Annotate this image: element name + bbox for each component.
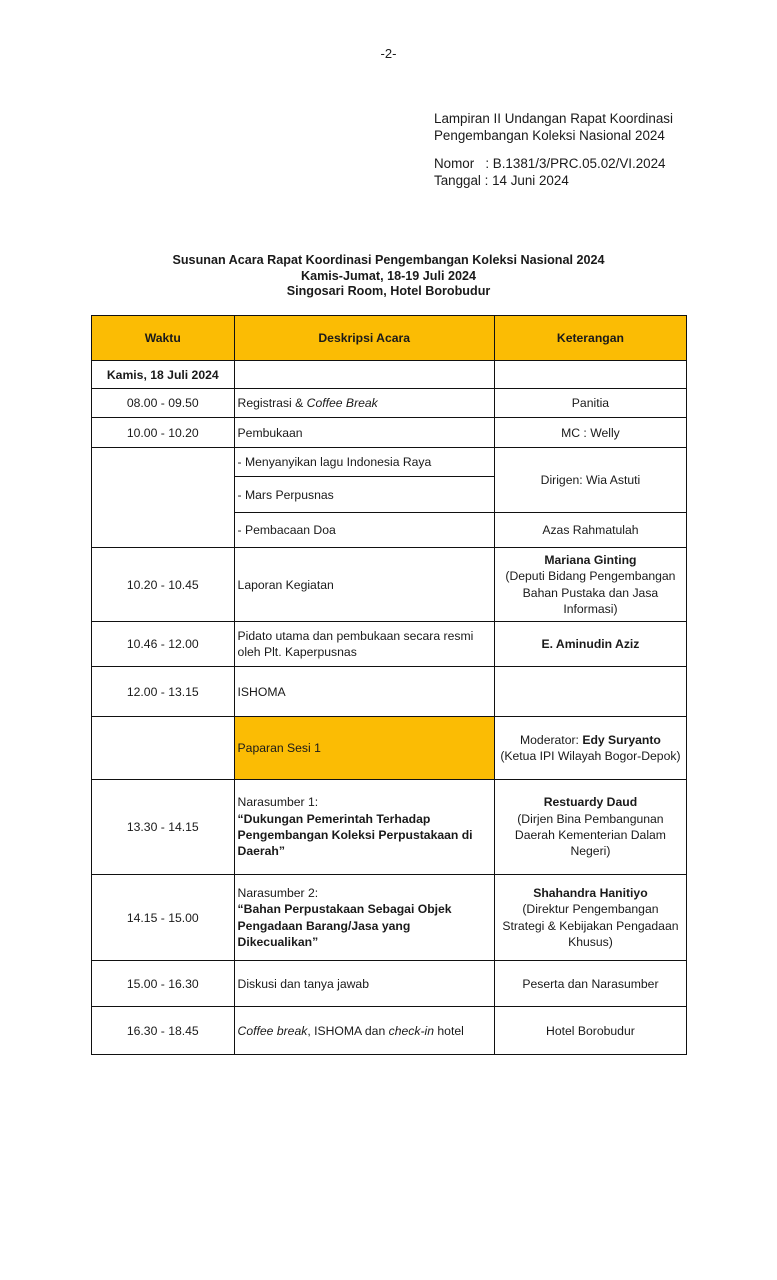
- empty-time-cell: [92, 717, 235, 780]
- attachment-line-2: Pengembangan Koleksi Nasional 2024: [434, 128, 665, 143]
- time-cell: 12.00 - 13.15: [92, 667, 235, 717]
- speaker-label: Narasumber 2:: [237, 885, 319, 900]
- moderator-line: [498, 732, 683, 748]
- table-row-day: [92, 361, 687, 389]
- speaker-role: (Dirjen Bina Pembangunan: [517, 811, 664, 826]
- speaker-role: Informasi): [563, 601, 618, 616]
- description-cell: - Mars Perpusnas: [234, 477, 494, 513]
- time-cell: 15.00 - 16.30: [92, 961, 235, 1007]
- speaker-role: (Deputi Bidang Pengembangan: [505, 569, 676, 584]
- table-header-row: [92, 316, 687, 361]
- note-cell: Hotel Borobudur: [494, 1007, 686, 1055]
- note-cell: Peserta dan Narasumber: [494, 961, 686, 1007]
- table-row: [92, 418, 687, 448]
- agenda-title: [0, 253, 777, 300]
- time-cell: 14.15 - 15.00: [92, 875, 235, 961]
- speaker-name: Restuardy Daud: [543, 795, 638, 810]
- title-line-3: Singosari Room, Hotel Borobudur: [286, 284, 491, 298]
- speaker-role: Strategi & Kebijakan Pengadaan: [502, 918, 679, 933]
- tanggal-value: 14 Juni 2024: [492, 173, 569, 188]
- topic-line: Dikecualikan”: [237, 934, 319, 949]
- speaker-role: Daerah Kementerian Dalam: [514, 828, 666, 842]
- nomor-row: [434, 155, 673, 172]
- speaker-name: Mariana Ginting: [544, 552, 637, 567]
- time-cell: 16.30 - 18.45: [92, 1007, 235, 1055]
- topic-line: Daerah”: [237, 844, 285, 859]
- description-cell: Pembukaan: [234, 418, 494, 448]
- moderator-name: Edy Suryanto: [582, 732, 661, 747]
- speaker-name: Shahandra Hanitiyo: [533, 885, 648, 900]
- agenda-table: [91, 315, 687, 1055]
- topic-line: Pengembangan Koleksi Perpustakaan di: [237, 828, 473, 842]
- desc-line: Pidato utama dan pembukaan secara resmi: [237, 628, 474, 643]
- table-row-session: [92, 717, 687, 780]
- header-keterangan: Keterangan: [494, 316, 686, 361]
- note-cell: MC : Welly: [494, 418, 686, 448]
- description-cell: [234, 1007, 494, 1055]
- moderator-label: Moderator:: [519, 732, 583, 747]
- attachment-reference: [434, 110, 673, 189]
- table-row: [92, 389, 687, 418]
- description-cell: - Pembacaan Doa: [234, 513, 494, 548]
- topic-line: “Dukungan Pemerintah Terhadap: [237, 811, 431, 826]
- nomor-label: Nomor :: [434, 156, 493, 171]
- table-row: [92, 622, 687, 667]
- session-cell: Paparan Sesi 1: [234, 717, 494, 780]
- time-cell: 10.00 - 10.20: [92, 418, 235, 448]
- time-cell: 10.20 - 10.45: [92, 548, 235, 622]
- description-cell: Laporan Kegiatan: [234, 548, 494, 622]
- day-label: Kamis, 18 Juli 2024: [92, 361, 235, 389]
- speaker-role: Khusus): [568, 934, 613, 949]
- empty-cell: [494, 667, 686, 717]
- table-row: [92, 780, 687, 875]
- header-waktu: Waktu: [92, 316, 235, 361]
- attachment-line-1: Lampiran II Undangan Rapat Koordinasi: [434, 111, 673, 126]
- description-cell: ISHOMA: [234, 667, 494, 717]
- desc-italic: Coffee Break: [306, 396, 378, 410]
- description-cell: [234, 389, 494, 418]
- desc-text: Registrasi &: [237, 396, 307, 410]
- description-cell: Diskusi dan tanya jawab: [234, 961, 494, 1007]
- table-row: [92, 448, 687, 477]
- note-cell: [494, 875, 686, 961]
- desc-italic: Coffee break: [237, 1023, 308, 1038]
- page-number: -2-: [380, 46, 397, 61]
- desc-text: hotel: [434, 1023, 464, 1038]
- speaker-role: Negeri): [570, 844, 611, 859]
- empty-time-cell: [92, 448, 235, 548]
- time-cell: 08.00 - 09.50: [92, 389, 235, 418]
- nomor-value: B.1381/3/PRC.05.02/VI.2024: [492, 156, 666, 171]
- table-row: [92, 1007, 687, 1055]
- desc-line: oleh Plt. Kaperpusnas: [237, 645, 357, 659]
- note-cell: [494, 780, 686, 875]
- tanggal-row: [434, 172, 673, 189]
- desc-text: , ISHOMA dan: [307, 1023, 389, 1038]
- description-cell: [234, 875, 494, 961]
- time-cell: 13.30 - 14.15: [92, 780, 235, 875]
- table-row: [92, 667, 687, 717]
- note-cell: Azas Rahmatulah: [494, 513, 686, 548]
- tanggal-label: Tanggal :: [434, 173, 493, 188]
- desc-italic: check-in: [388, 1023, 435, 1038]
- table-row: [92, 875, 687, 961]
- speaker-label: Narasumber 1:: [237, 795, 319, 810]
- table-row: [92, 548, 687, 622]
- note-cell: Dirigen: Wia Astuti: [494, 448, 686, 513]
- time-cell: 10.46 - 12.00: [92, 622, 235, 667]
- note-cell: [494, 717, 686, 780]
- description-cell: [234, 622, 494, 667]
- note-cell: E. Aminudin Aziz: [494, 622, 686, 667]
- title-line-2: Kamis-Jumat, 18-19 Juli 2024: [300, 268, 476, 283]
- empty-cell: [234, 361, 494, 389]
- speaker-role: Bahan Pustaka dan Jasa: [522, 585, 659, 600]
- topic-line: Pengadaan Barang/Jasa yang: [237, 918, 411, 933]
- title-line-1: Susunan Acara Rapat Koordinasi Pengembangan Koleksi Nasional 2024: [172, 253, 605, 267]
- moderator-role: (Ketua IPI Wilayah Bogor-Depok): [500, 749, 681, 763]
- topic-line: “Bahan Perpustakaan Sebagai Objek: [237, 902, 452, 917]
- description-cell: - Menyanyikan lagu Indonesia Raya: [234, 448, 494, 477]
- note-cell: Panitia: [494, 389, 686, 418]
- note-cell: [494, 548, 686, 622]
- header-deskripsi: Deskripsi Acara: [234, 316, 494, 361]
- table-row: [92, 961, 687, 1007]
- speaker-role: (Direktur Pengembangan: [522, 902, 659, 917]
- description-cell: [234, 780, 494, 875]
- empty-cell: [494, 361, 686, 389]
